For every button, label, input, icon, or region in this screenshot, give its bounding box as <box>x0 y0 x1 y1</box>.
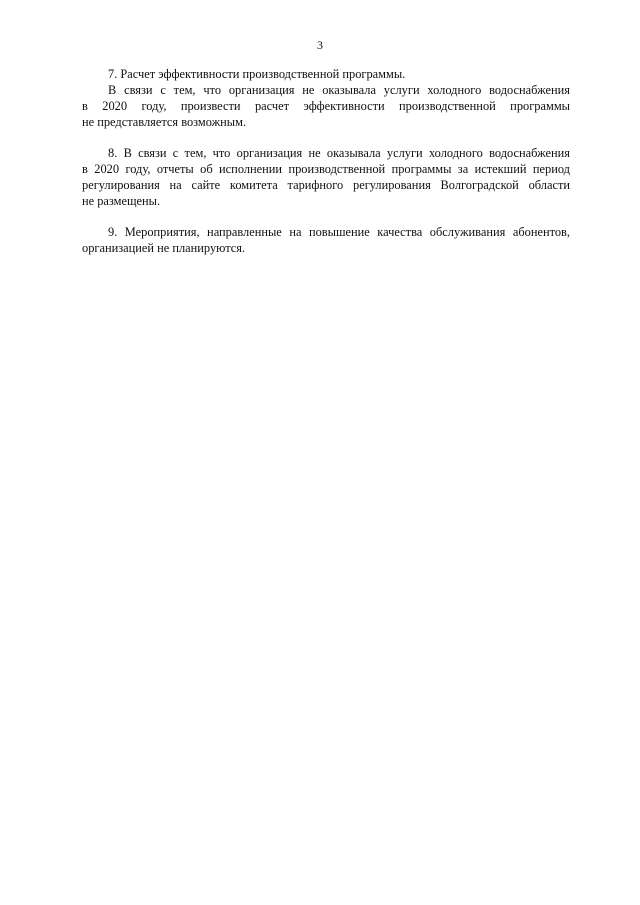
section-7-line-2: в 2020 году, произвести расчет эффективности производственной программы <box>82 99 570 113</box>
section-9 <box>82 224 570 256</box>
paragraph-gap <box>82 209 570 224</box>
section-7 <box>82 66 570 130</box>
section-7-line-3: не представляется возможным. <box>82 115 247 129</box>
section-8-line-2: в 2020 году, отчеты об исполнении производственной программы за истекший период <box>82 162 570 176</box>
section-9-line-2: организацией не планируются. <box>82 241 246 255</box>
section-8 <box>82 145 570 209</box>
section-8-line-1: 8. В связи с тем, что организация не оказывала услуги холодного водоснабжения <box>108 146 570 160</box>
section-7-heading: 7. Расчет эффективности производственной программы. <box>108 67 406 81</box>
section-7-line-1: В связи с тем, что организация не оказывала услуги холодного водоснабжения <box>108 83 570 97</box>
section-8-line-3: регулирования на сайте комитета тарифного регулирования Волгоградской области <box>82 178 570 192</box>
section-9-line-1: 9. Мероприятия, направленные на повышение качества обслуживания абонентов, <box>108 225 570 239</box>
section-8-line-4: не размещены. <box>82 194 161 208</box>
document-body <box>82 66 570 256</box>
paragraph-gap <box>82 130 570 145</box>
page-number: 3 <box>317 38 323 52</box>
